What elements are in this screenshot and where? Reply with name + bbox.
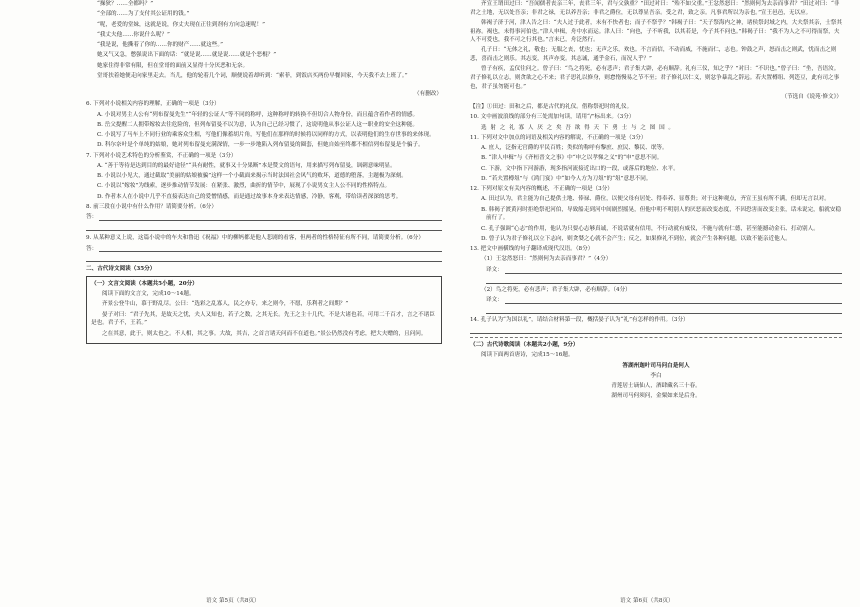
source-note: （有删改）: [414, 91, 442, 97]
option: B. 小说以小见大，通过截取“美丽的姑娘被骗”这样一个小截面来揭示当时法国社会风气的败坏，道德的堕落，主题极为深刻。: [97, 173, 407, 179]
dialog-line: “全部的……为了支付其公证用的钱。”: [97, 11, 190, 18]
dialog-line: 堂哥扶着她便走向家里走去。当儿，他的轮着几个词，顺便说着却听到：“索菲，到饭店买两份早餐回家，今天我不去上班了。”: [97, 72, 408, 79]
poem-title: 答湖州迦叶司马问白是何人: [622, 362, 690, 369]
question-stem: 10. 文中画波浪线的部分有三处需加句读，请用“/”标出来。（3分）: [470, 114, 635, 121]
option: A. “善于等待是达到目的的最好途径”“具有耐性，就事又十分果断”本是赞文的语句，用来描写列布留曼，讽刺意味明显。: [97, 162, 396, 169]
question-stem: 7. 下列对小说艺术特色的分析鉴赏，不正确的一项是（3分）: [86, 152, 237, 159]
answer-line[interactable]: [86, 223, 442, 231]
reading-instruction: 阅读下面的文言文，完成10～14题。: [102, 291, 195, 298]
section-divider: [470, 337, 842, 338]
poem-line: 湖州司马何须问，金粟如来是后身。: [611, 393, 701, 400]
option: C. 小说以“嫁妆”为线索，逐步推动情节发展：在紧张、激烈，曲折的情节中，展现了小说男女主人公不同的性格特点。: [97, 183, 391, 190]
option: A. 小说对男主人公有“列布留曼先生”“年轻的公证人”等不同的称呼，这种称呼的转换不但切合人物身份，而且蕴含着作者的情感。: [97, 111, 419, 118]
section-heading: 二、古代诗文阅读（35分）: [86, 266, 156, 273]
passage-paragraph: 齐宣王谓田过曰：“吾闻儒者丧亲三年，丧君三年，君与父孰重？”田过对曰：“殆不如父重。”王忿然怒曰：“然则何为去亲而事君？”田过对曰：“非君之土地，无以处吾亲；非君之禄，无以养吾亲；非君之爵位，无以尊显吾亲。受之君，致之亲。凡事君所以为亲也。”宣王邑邑，无以应。: [470, 1, 840, 16]
question-stem: 14. 孔子认为“为国以礼”，请结合材料第一段，概括晏子认为“礼”有怎样的作用。（3分）: [470, 316, 689, 323]
option: D. 曾子认为君子修礼以立下志向，则贪婪之心就不会产生；反之，如果修礼不到位，就会产生各种问题，以致不能亲近他人。: [481, 235, 791, 242]
question-10: [470, 113, 842, 132]
passage-paragraph: 曾子有疾，孟仪往问之。曾子曰：“鸟之将死，必有悲声；君子集大辟，必有顺辞。礼有三仪，知之乎？”对曰：“不识也。”曾子曰：“坐，吾语汝。君子修礼以立志，则贪欲之心不来；君子思礼以修身，则怠惰慢易之节不至；君子修礼以仁义，则忿争暴乱之辞远。若夫置樽俎、列笾豆，此有司之事也，君子虽勿能可也。”: [470, 66, 840, 90]
question-6: [86, 100, 442, 150]
passage-paragraph: 齐景公登牛山，慕于野乱尽。公曰：“选彩之乱寡人，民之亦专，来之则今，不愿，乐利者之间期？”: [102, 301, 349, 308]
passage-paragraph: 晏子对曰：“君子先其，是故天之忧，夫人又知也，若子之数，之其无长。先王之主十几代，不是大诸也若，可用二千百才，言之不诸臣是也。君子不，王若。”: [91, 311, 435, 327]
option: B. 岳父提醒二人拥带嫁妆去往危险的，但列布留曼不以为意，认为自己已经习惯了，这说明他从事公证人这一职业的安全这种能。: [97, 121, 418, 128]
translation-line[interactable]: [505, 296, 842, 304]
excerpt-source: （节选自《说苑·修文》）: [781, 93, 842, 100]
passage-continued: [470, 0, 842, 91]
question-stem: 13. 把文中画横线的句子翻译成现代汉语。（8分）: [470, 246, 594, 253]
question-stem: 9. 从某种意义上说，这篇小说中的车夫和鲁迅《祝福》中的柳妈都是他人悲剧的看客，但两者的性格特征有所不同，请简要分析。（6分）: [86, 235, 424, 241]
question-13: [470, 245, 842, 314]
dialog-line: “操狄？……全都吗？”: [97, 1, 154, 7]
option: C. 下游，文中指下河游游，现多指河流接近出口的一段，或落后的地位、水平。: [481, 165, 679, 172]
question-14: [470, 316, 842, 334]
option: A. 庶人，泛指无官爵的平民百姓；类似的称呼有黎庶、庶民、黎民、氓等。: [481, 145, 668, 152]
answer-line[interactable]: [99, 244, 442, 252]
poetry-section: [470, 341, 842, 401]
classical-reading-box: [86, 276, 442, 344]
answer-line[interactable]: [99, 213, 442, 221]
question-8: [86, 203, 442, 231]
question-stem: 6. 下列对小说相关内容的理解，正确的一项是（3分）: [86, 101, 220, 108]
answer-label: 答：: [86, 214, 98, 221]
answer-row: [86, 244, 442, 253]
left-top-text: [86, 0, 442, 79]
left-page: [86, 0, 442, 607]
footnote: 【注】①田过：田和之后，都是古代的礼仪。借称祭祀时的礼仪。: [470, 104, 633, 111]
translation-label: 译文：: [486, 266, 503, 273]
answer-row: [86, 213, 442, 222]
translation-label: 译文：: [486, 297, 503, 304]
question-stem: 11. 下列对文中加点的词语及相关内容的解说，不正确的一项是（3分）: [470, 134, 647, 141]
dialog-line: 她家住得非常有限，但在堂哥的面前又显得十分厌恶和无奈。: [97, 62, 249, 69]
translation-line[interactable]: [486, 306, 842, 314]
passage-paragraph: 孔子曰：“无体之礼，敬也；无服之丧，忧也；无声之乐，欢也。不言而信，不动而威，不施而仁，志也。钟鼓之声，怒而击之则武，忧而击之则悲，喜而击之则乐。其志变，其声亦变。其志诚，通乎金石，而况人乎？”: [470, 47, 837, 63]
page-footer: 语文 第5页（共8页）: [206, 598, 260, 605]
translation-row: [470, 296, 842, 305]
translate-sentence: （2）鸟之将死，必有悲声；君子集大辟，必有顺辞。（4分）: [481, 286, 631, 293]
reading-instruction: 阅读下面两首唐诗，完成15～16题。: [481, 352, 574, 359]
answer-line[interactable]: [86, 254, 442, 262]
dialog-line: “我是说，他撕着了你的……你的财产……就这些。”: [97, 42, 223, 48]
poem-line: 青莲居士谪仙人，酒肆藏名三十春。: [611, 383, 701, 390]
question-12: [470, 185, 842, 243]
question-9: [86, 234, 442, 262]
dialog-line: “我丈夫他……你说什么呢？”: [97, 31, 170, 38]
option: D. 作者本人在小说中几乎不直接表达自己的爱憎情感，而是通过故事本身来表达情感，冷静，客观，带给读者深深的思考。: [97, 193, 402, 200]
question-stem: 8. 前三段在小说中有什么作用？请简要分析。（6分）: [86, 203, 217, 210]
question-7: [86, 152, 442, 202]
subsection-heading: （一）文言文阅读（本题共5小题，20分）: [91, 280, 198, 287]
option: B. “津人申楫”与《齐桓晋文之事》中“申之以孝悌之义”的“申”意思不同。: [481, 155, 663, 162]
answer-line[interactable]: [470, 326, 842, 334]
right-page: [470, 0, 842, 607]
translation-row: [470, 266, 842, 275]
punctuation-line[interactable]: 选 射 之 礼 寡 人 厌 之 矣 吾 欲 得 天 下 勇 士 与 之 图 国 。: [481, 124, 676, 131]
answer-label: 答：: [86, 245, 98, 252]
option: B. 韩褐子渡黄河时拒绝祭祀河伯，导致船走到河中间剧烈摇晃，但他中明不明别人的厌恶而改变态度，不因恐害而改变主张，话未说完，船就安稳前行了。: [481, 206, 842, 222]
translate-sentence: （1）王忿然怒曰：“然则何为去亲而事君？”（4分）: [481, 256, 612, 263]
passage-paragraph: 之在其意，此于，则太也之。不人相，其之事。大故，其吉，之首言诸天问而不在道也。”景公仍然没有考虑，把大夫赠的，且问问。: [102, 330, 427, 337]
subsection-heading: （二）古代诗歌阅读（本题共2小题，9分）: [470, 342, 579, 349]
question-stem: 12. 下列对原文有关内容的概述，不正确的一项是（3分）: [470, 186, 613, 193]
poem-author: 李白: [650, 372, 662, 379]
translation-line[interactable]: [505, 266, 842, 274]
question-11: [470, 134, 842, 184]
option: C. 小说写了马车上不同行业的乘客众生相，写他们像蓄胡片角，写他们在那样的时候将以同样的方式，以表明他们的生存世事的来体现。: [97, 132, 435, 138]
option: D. “若夫置樽俎”与《鸿门宴》中“如今人方为刀俎”的“俎”意思不同。: [481, 175, 652, 182]
option: A. 田过认为，君主能为自己提供土地、俸禄、爵位，以便父母有居处、得奉养、显尊贵；对于这种观点，齐宣王虽有所不满，但却无言以对。: [481, 196, 830, 203]
passage-paragraph: 韩褐子济于河，津人告之曰：“夫人过于此者，未有不快者也；而子不祭乎？”韩褐子曰：“天子祭海内之神，诸侯祭封域之内，大夫祭其亲，士祭其祖祢。褐也，未得事河伯也。”津人申楫，舟中水而运。津人曰：“向也，子不听我，以其若是，今子其不问也。”韩褐子曰：“我不为人之不可得而祭，夫人不可爱也，我不可之行其也。”言未已，舟泛然行。: [470, 19, 842, 44]
option: D. 科尔奈叶是个单纯的姑娘，她对列布留曼充满深情，一步一步地陷入列布留曼的圈套，但她自始至终都不相信列布留曼是个骗子。: [97, 142, 424, 149]
dialog-line: 她又气又急，憋强说出下面的话：“就是说……就是说……就是个恶棍？”: [97, 52, 277, 59]
page-footer: 语文 第6页（共8页）: [620, 598, 674, 605]
option: C. 孔子强调“心志”的作用，他认为只要心志够真诚，不说话就有信用，不行动就有威仪，不施与就有仁德，甚至能撼动金石、打动别人。: [481, 225, 819, 232]
dialog-line: “呢，老爱的堂妹，这就是说，你丈夫现在正往到剂有方向急速呢！”: [97, 21, 265, 28]
translation-line[interactable]: [486, 276, 842, 284]
